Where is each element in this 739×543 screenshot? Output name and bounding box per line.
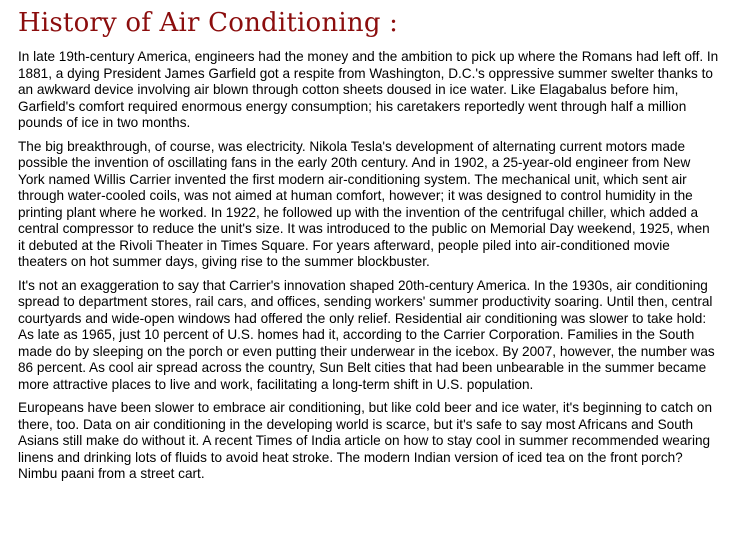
page-title: History of Air Conditioning :	[18, 8, 399, 38]
paragraph-electricity-carrier: The big breakthrough, of course, was electricity. Nikola Tesla's development of alternating current motors made possible the invention of oscillating fans in the early 20th century. And in 1902, a 25-year-old engineer from New York named Willis Carrier invented the first modern air-conditioning system. The mechanical unit, which sent air through water-cooled coils, was not aimed at human comfort, however; it was designed to control humidity in the printing plant where he worked. In 1922, he followed up with the invention of the centrifugal chiller, which added a central compressor to reduce the unit's size. It was introduced to the public on Memorial Day weekend, 1925, when it debuted at the Rivoli Theater in Times Square. For years afterward, people piled into air-conditioned movie theaters on hot summer days, giving rise to the summer blockbuster.	[18, 138, 710, 269]
paragraph-europe-developing-world: Europeans have been slower to embrace air conditioning, but like cold beer and ice water, it's beginning to catch on there, too. Data on air conditioning in the developing world is scarce, but it's safe to say most Africans and South Asians still make do without it. A recent Times of India article on how to stay cool in summer recommended wearing linens and drinking lots of fluids to avoid heat stroke. The modern Indian version of iced tea on the front porch? Nimbu paani from a street cart.	[18, 400, 713, 481]
paragraph-garfield: In late 19th-century America, engineers had the money and the ambition to pick up where the Romans had left off. In 1881, a dying President James Garfield got a respite from Washington, D.C.'s oppressive summer swelter thanks to an awkward device involving air blown through cotton sheets doused in ice water. Like Elagabalus before him, Garfield's comfort required enormous energy consumption; his caretakers reportedly went through half a million pounds of ice in two months.	[18, 49, 719, 130]
paragraph-20th-century-america: It's not an exaggeration to say that Carrier's innovation shaped 20th-century America. In the 1930s, air conditioning spread to department stores, rail cars, and offices, sending workers' summer productivity soaring. Until then, central courtyards and wide-open windows had offered the only relief. Residential air conditioning was slower to take hold: As late as 1965, just 10 percent of U.S. homes had it, according to the Carrier Corporation. Families in the South made do by sleeping on the porch or even putting their underwear in the icebox. By 2007, however, the number was 86 percent. As cool air spread across the country, Sun Belt cities that had been unbearable in the summer became more attractive places to live and work, facilitating a long-term shift in U.S. population.	[18, 277, 715, 392]
